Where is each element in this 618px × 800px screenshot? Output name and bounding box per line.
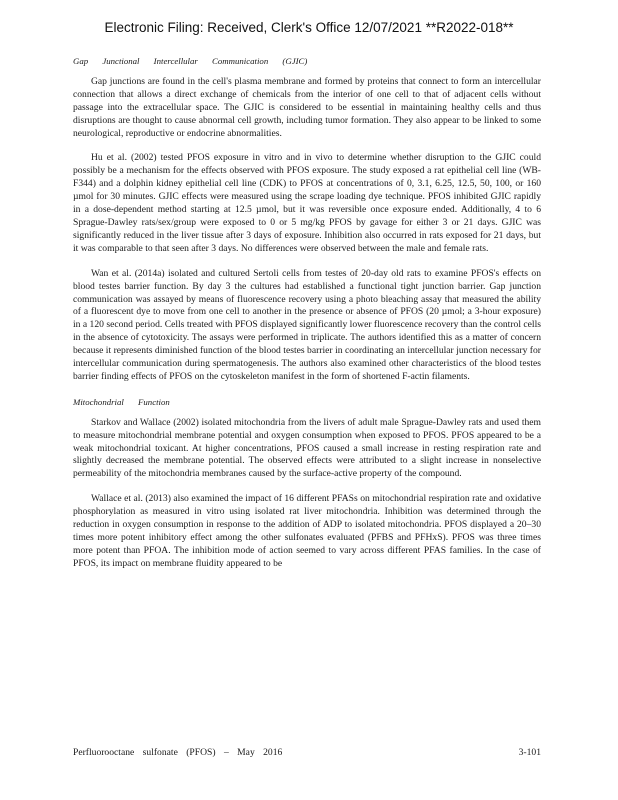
- section-heading-mitochondrial: Mitochondrial Function: [73, 396, 170, 407]
- paragraph-wan-2014a: Wan et al. (2014a) isolated and cultured Sertoli cells from testes of 20-day old rats to examine PFOS's effects on blood testes barrier function. By day 3 the cultures had established a functional tight junction barrier. Gap junction communication was assayed by means of fluorescence recovery using a photo bleaching assay that measured the ability of a fluorescent dye to move from one cell to another in the presence or absence of PFOS (20 µmol; a 3-hour exposure) in a 120 second period. Cells treated with PFOS displayed significantly lower fluorescence recovery than the control cells in the absence of cytotoxicity. The assays were performed in triplicate. The authors identified this as a matter of concern because it represents diminished function of the blood testes barrier in coordinating an intercellular junction necessary for intercellular communication during spermatogenesis. The authors also examined other characteristics of the blood testes barrier finding effects of PFOS on the cytoskeleton manifest in the form of shortened F-actin filaments.: [73, 267, 541, 382]
- paragraph-hu-2002: Hu et al. (2002) tested PFOS exposure in vitro and in vivo to determine whether disruption to the GJIC could possibly be a mechanism for the effects observed with PFOS exposure. The study exposed a rat epithelial cell line (WB-F344) and a dolphin kidney epithelial cell line (CDK) to PFOS at concentrations of 0, 3.1, 6.25, 12.5, 50, 100, or 160 µmol for 30 minutes. GJIC effects were measured using the scrape loading dye technique. PFOS inhibited GJIC rapidly in a dose-dependent method starting at 12.5 µmol, but it was reversible once exposure ended. Additionally, 4 to 6 Sprague-Dawley rats/sex/group were exposed to 0 or 5 mg/kg PFOS by gavage for either 3 or 21 days. GJIC was significantly reduced in the liver tissue after 3 days of exposure. Inhibition also occurred in rats exposed for 21 days, but it was comparable to that seen after 3 days. No differences were observed between the male and female rats.: [73, 152, 541, 254]
- page-footer: [73, 747, 541, 758]
- paragraph-wallace-2013: Wallace et al. (2013) also examined the impact of 16 different PFASs on mitochondrial respiration rate and oxidative phosphorylation as measured in vitro using isolated rat liver mitochondria. Inhibition was determined through the reduction in oxygen consumption in response to the addition of ADP to isolated mitochondria. PFOS displayed a 20–30 times more potent inhibitory effect among the other sulfonates evaluated (PFBS and PFHxS). PFOS was three times more potent than PFOA. The inhibition mode of action seemed to vary across different PFAS families. In the case of PFOS, its impact on membrane fluidity appeared to be: [73, 493, 541, 569]
- page-number: 3-101: [518, 747, 541, 758]
- footer-document-title: Perfluorooctane sulfonate (PFOS) – May 2016: [73, 747, 283, 758]
- document-body: [73, 52, 541, 583]
- filing-header: Electronic Filing: Received, Clerk's Office 12/07/2021 **R2022-018**: [104, 20, 514, 35]
- paragraph-gap-junctions: Gap junctions are found in the cell's plasma membrane and formed by proteins that connect to form an intercellular connection that allows a direct exchange of chemicals from the interior of one cell to that of adjacent cells without passage into the extracellular space. The GJIC is considered to be essential in maintaining healthy cells and thus disruptions are thought to cause abnormal cell growth, including tumor formation. They also appear to be linked to some neurological, reproductive or endocrine abnormalities.: [73, 75, 541, 139]
- section-heading-gjic: Gap Junctional Intercellular Communication (GJIC): [73, 56, 308, 66]
- paragraph-starkov-2002: Starkov and Wallace (2002) isolated mitochondria from the livers of adult male Sprague-Dawley rats and used them to measure mitochondrial membrane potential and oxygen consumption when exposed to PFOS. PFOS appeared to be a weak mitochondrial toxicant. At higher concentrations, PFOS caused a small increase in resting respiration rate and slightly decreased the membrane potential. The observed effects were attributed to a slight increase in nonselective permeability of the mitochondria membranes caused by the surface-active property of the compound.: [73, 416, 541, 480]
